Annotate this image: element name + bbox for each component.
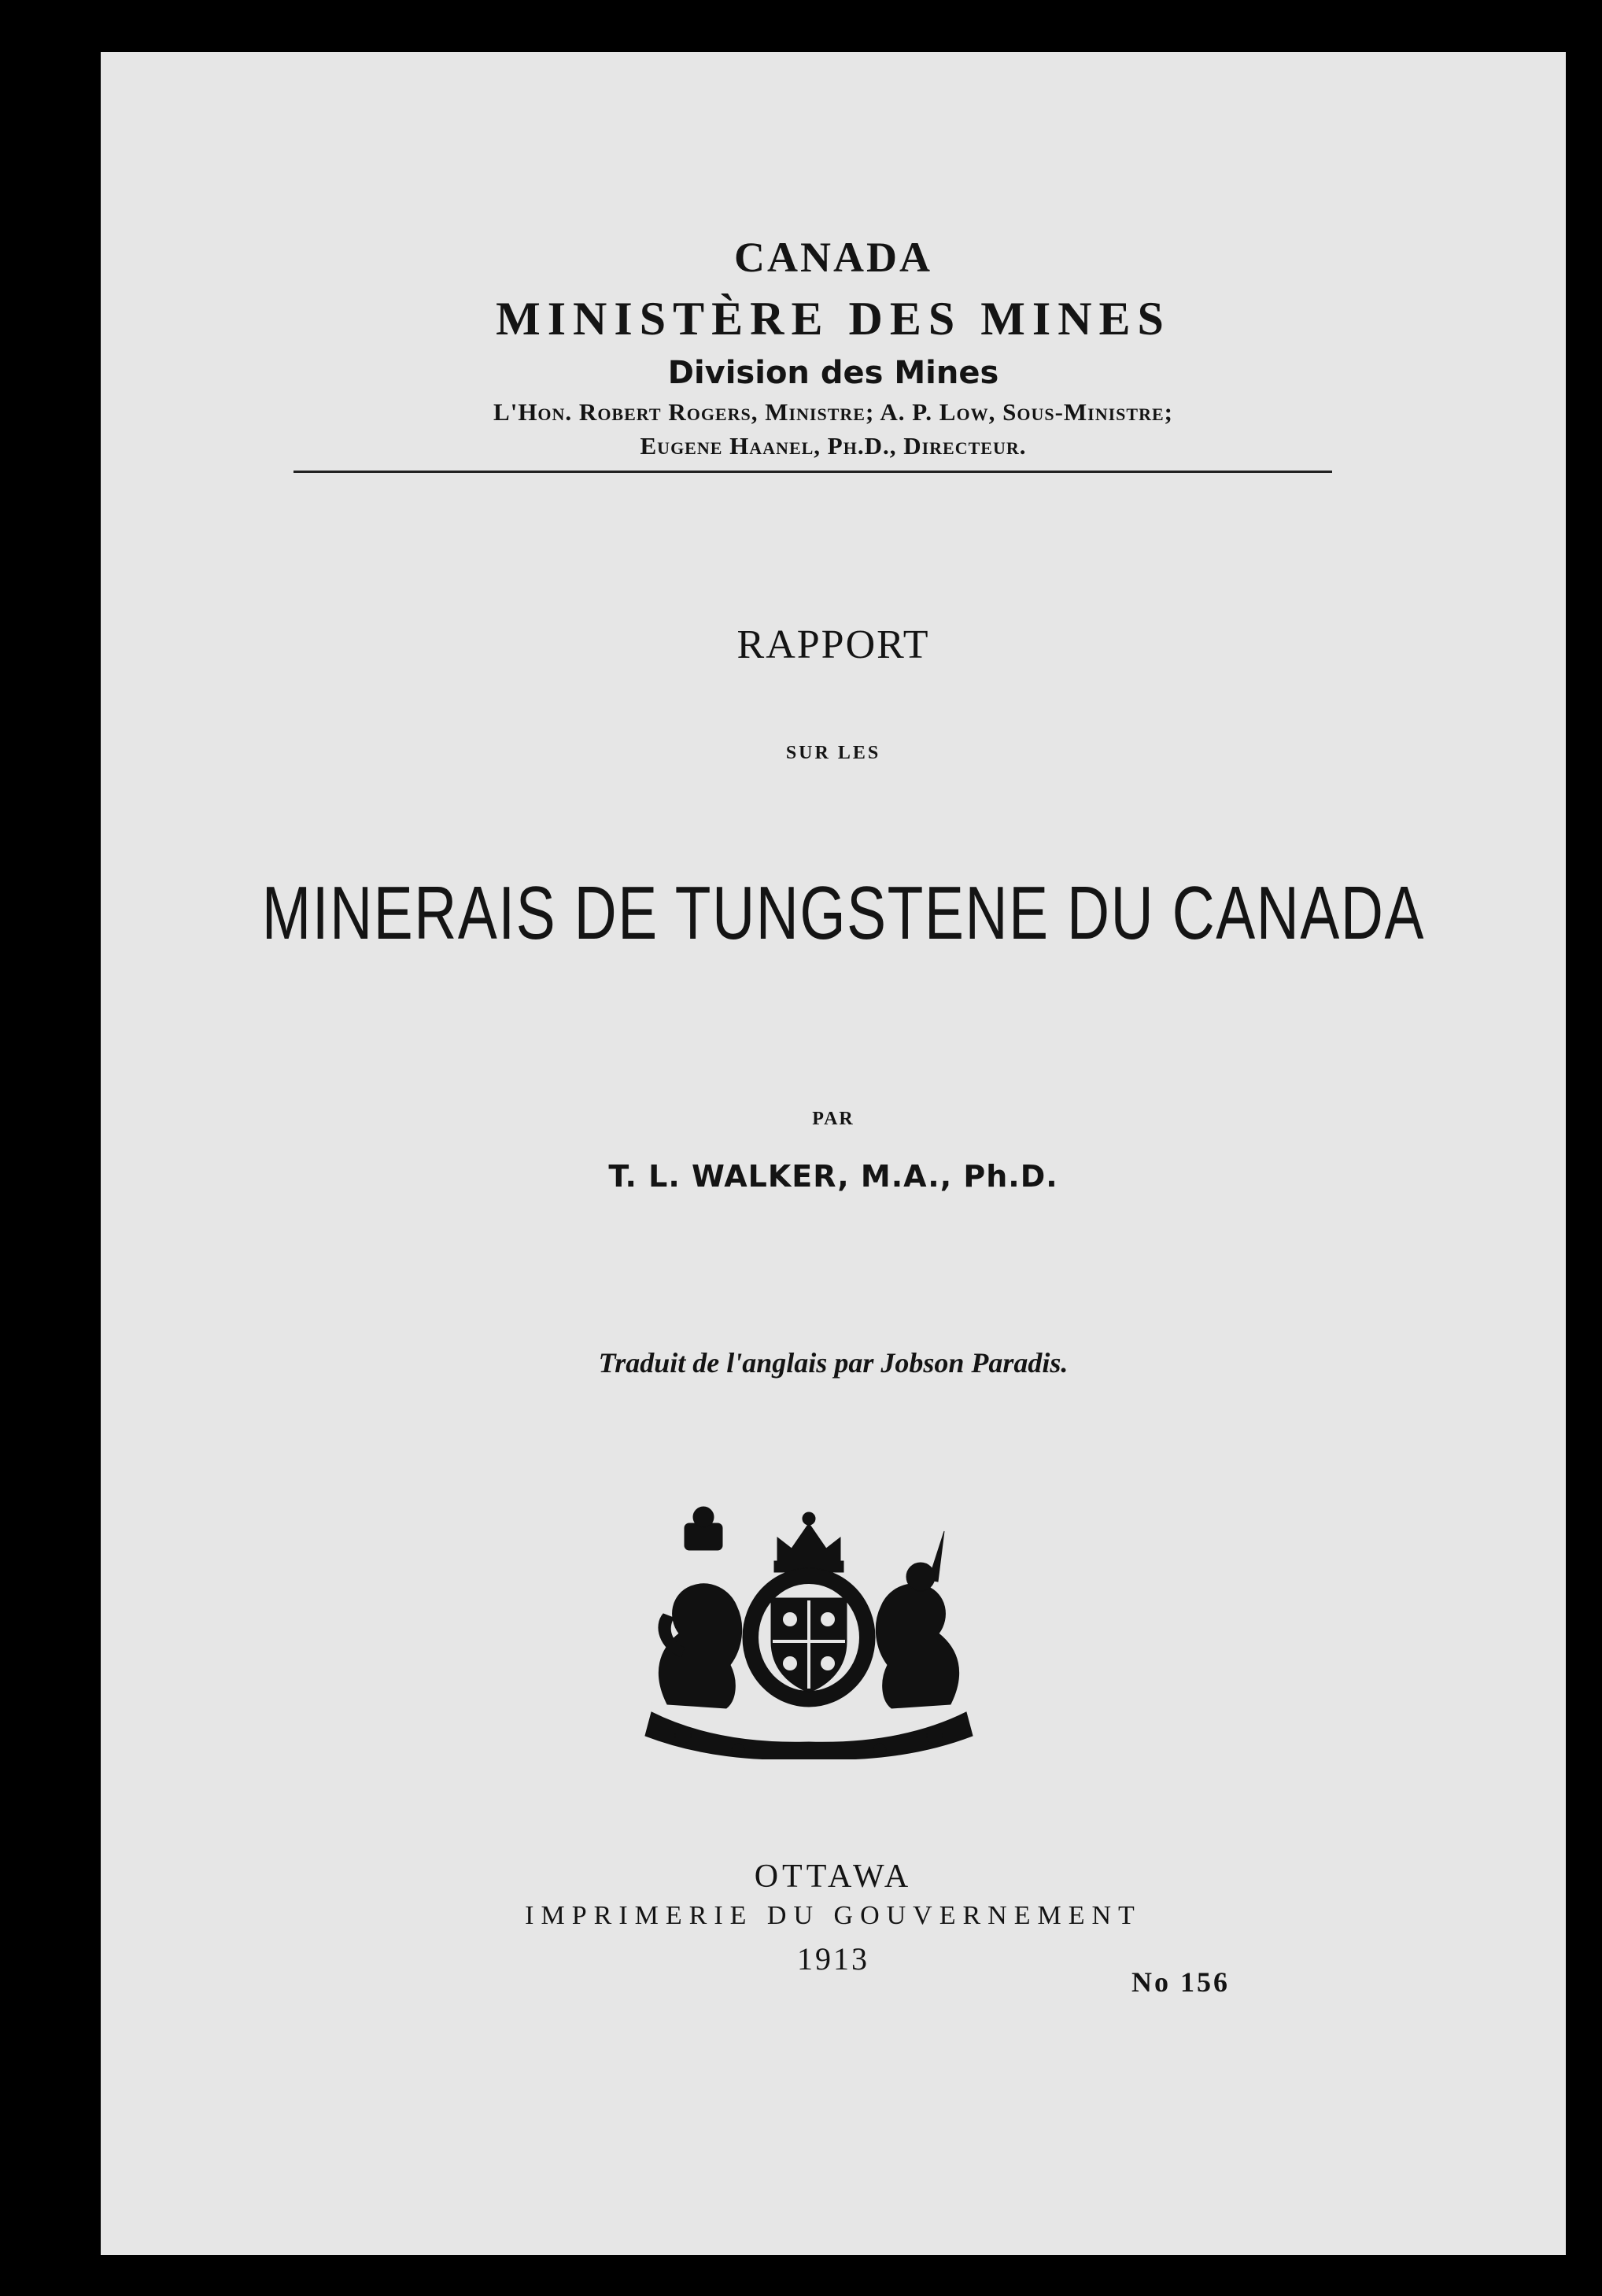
officials-line-2: Eugene Haanel, Ph.D., Directeur. [640,432,1027,460]
country-heading: CANADA [734,234,932,281]
report-heading: RAPPORT [736,622,930,667]
title-connector: SUR LES [785,743,881,763]
ministry-heading: MINISTÈRE DES MINES [496,293,1171,345]
document-page [101,52,1566,2255]
report-number: No 156 [1131,1966,1230,1998]
imprint-city: OTTAWA [754,1859,913,1895]
royal-coat-of-arms-icon [636,1500,982,1759]
by-label: PAR [812,1109,855,1129]
imprint-printer: IMPRIMERIE DU GOUVERNEMENT [525,1901,1142,1930]
division-heading: Division des Mines [667,355,999,391]
main-title: MINERAIS DE TUNGSTENE DU CANADA [261,871,1426,955]
header-divider [293,471,1332,473]
translation-note: Traduit de l'anglais par Jobson Paradis. [598,1347,1069,1379]
officials-line-1: L'Hon. Robert Rogers, Ministre; A. P. Low, Sous-Ministre; [493,398,1173,426]
author-name: T. L. WALKER, M.A., Ph.D. [608,1159,1058,1194]
imprint-year: 1913 [797,1941,869,1977]
